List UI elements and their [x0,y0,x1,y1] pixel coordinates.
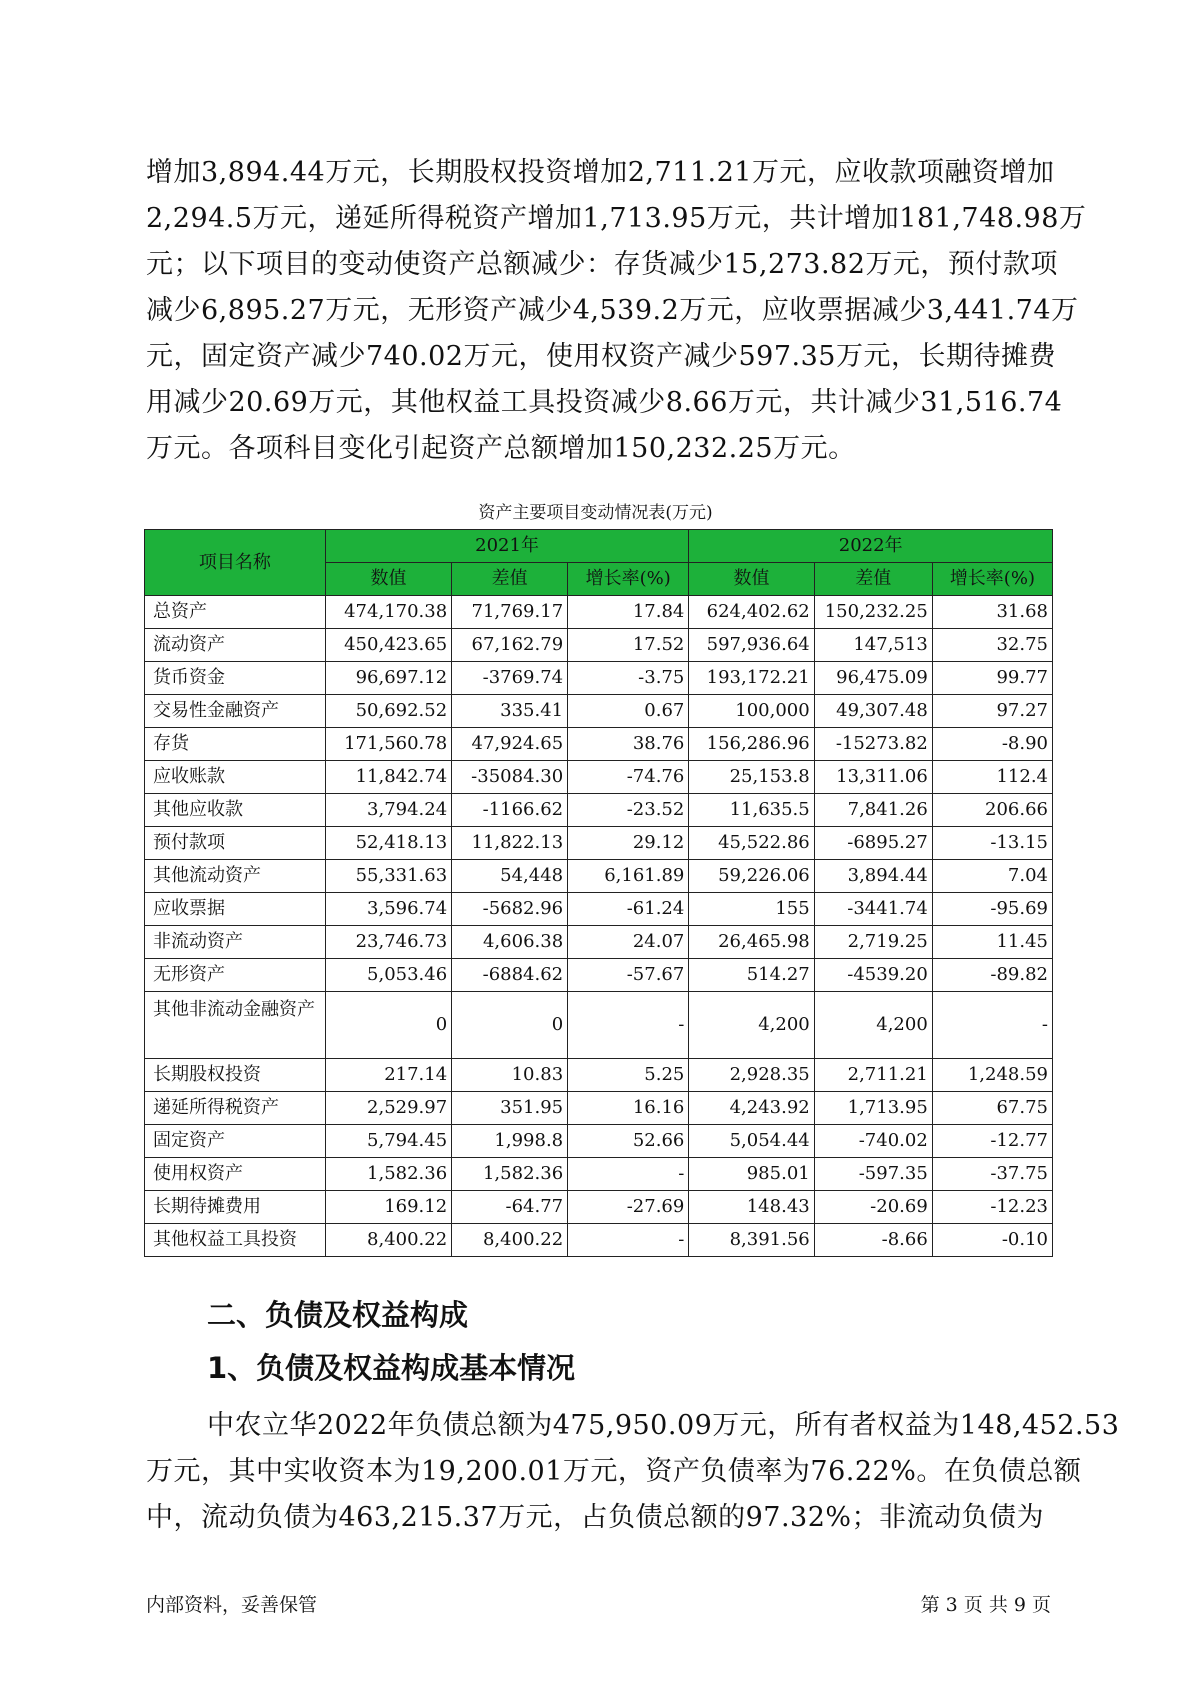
cell-value-2021: 11,842.74 [325,761,451,794]
cell-value-2022: 100,000 [689,695,814,728]
cell-diff-2022: 96,475.09 [814,662,932,695]
cell-value-2021: 3,794.24 [325,794,451,827]
cell-diff-2021: 1,998.8 [452,1125,568,1158]
cell-growth-2022: -8.90 [932,728,1052,761]
cell-growth-2022: 67.75 [932,1092,1052,1125]
cell-growth-2022: - [932,992,1052,1059]
cell-diff-2022: -597.35 [814,1158,932,1191]
table-row [145,761,1053,794]
cell-diff-2022: -8.66 [814,1224,932,1257]
cell-growth-2022: 7.04 [932,860,1052,893]
cell-value-2021: 3,596.74 [325,893,451,926]
table-row [145,926,1053,959]
cell-value-2021: 169.12 [325,1191,451,1224]
table-row [145,1158,1053,1191]
footer-confidential: 内部资料，妥善保管 [146,1594,318,1616]
cell-growth-2021: 17.52 [568,629,689,662]
cell-growth-2021: 0.67 [568,695,689,728]
cell-value-2022: 11,635.5 [689,794,814,827]
cell-diff-2022: 2,711.21 [814,1059,932,1092]
cell-growth-2022: 31.68 [932,596,1052,629]
row-item-name: 货币资金 [145,662,326,695]
cell-value-2022: 2,928.35 [689,1059,814,1092]
cell-value-2021: 52,418.13 [325,827,451,860]
cell-diff-2022: -15273.82 [814,728,932,761]
cell-growth-2022: 112.4 [932,761,1052,794]
table-row [145,629,1053,662]
cell-diff-2021: 11,822.13 [452,827,568,860]
table-row [145,1092,1053,1125]
cell-value-2021: 1,582.36 [325,1158,451,1191]
cell-value-2021: 474,170.38 [325,596,451,629]
cell-growth-2022: 97.27 [932,695,1052,728]
cell-value-2022: 59,226.06 [689,860,814,893]
table-body [145,596,1053,1257]
cell-growth-2022: -95.69 [932,893,1052,926]
cell-growth-2022: -12.77 [932,1125,1052,1158]
cell-value-2021: 0 [325,992,451,1059]
cell-value-2021: 55,331.63 [325,860,451,893]
liability-paragraph [146,1403,1120,1541]
cell-growth-2021: 17.84 [568,596,689,629]
cell-diff-2022: 4,200 [814,992,932,1059]
cell-growth-2022: -12.23 [932,1191,1052,1224]
cell-diff-2022: -740.02 [814,1125,932,1158]
cell-value-2021: 2,529.97 [325,1092,451,1125]
paragraph-line: 中，流动负债为463,215.37万元，占负债总额的97.32%；非流动负债为 [146,1502,1045,1533]
growth-rate-header: 增长率(%) [932,563,1052,596]
cell-diff-2022: -4539.20 [814,959,932,992]
table-row [145,959,1053,992]
cell-diff-2022: 2,719.25 [814,926,932,959]
cell-value-2022: 155 [689,893,814,926]
cell-value-2022: 25,153.8 [689,761,814,794]
cell-growth-2022: -0.10 [932,1224,1052,1257]
cell-diff-2021: 67,162.79 [452,629,568,662]
cell-diff-2022: 150,232.25 [814,596,932,629]
paragraph-line: 中农立华2022年负债总额为475,950.09万元，所有者权益为148,452.53 [207,1410,1120,1441]
cell-growth-2021: 52.66 [568,1125,689,1158]
cell-value-2021: 5,053.46 [325,959,451,992]
item-name-header: 项目名称 [145,530,326,596]
year-header-2021: 2021年 [325,530,689,563]
cell-value-2022: 624,402.62 [689,596,814,629]
row-item-name: 无形资产 [145,959,326,992]
table-caption: 资产主要项目变动情况表(万元) [478,503,713,523]
cell-value-2021: 450,423.65 [325,629,451,662]
row-item-name: 交易性金融资产 [145,695,326,728]
cell-diff-2021: -35084.30 [452,761,568,794]
row-item-name: 应收票据 [145,893,326,926]
cell-value-2022: 8,391.56 [689,1224,814,1257]
row-item-name: 其他非流动金融资产 [145,992,326,1059]
cell-value-2022: 156,286.96 [689,728,814,761]
row-item-name: 存货 [145,728,326,761]
cell-value-2021: 5,794.45 [325,1125,451,1158]
table-row [145,794,1053,827]
cell-growth-2021: - [568,1224,689,1257]
table-row [145,728,1053,761]
value-header: 数值 [689,563,814,596]
cell-growth-2021: -27.69 [568,1191,689,1224]
cell-diff-2021: 8,400.22 [452,1224,568,1257]
cell-growth-2022: 206.66 [932,794,1052,827]
cell-growth-2021: 5.25 [568,1059,689,1092]
cell-growth-2021: 16.16 [568,1092,689,1125]
cell-diff-2022: 13,311.06 [814,761,932,794]
cell-value-2022: 148.43 [689,1191,814,1224]
cell-diff-2022: 49,307.48 [814,695,932,728]
year-header-2022: 2022年 [689,530,1053,563]
cell-diff-2022: 7,841.26 [814,794,932,827]
paragraph-line: 用减少20.69万元，其他权益工具投资减少8.66万元，共计减少31,516.74 [146,387,1063,418]
table-row [145,1059,1053,1092]
cell-value-2021: 50,692.52 [325,695,451,728]
cell-growth-2022: 99.77 [932,662,1052,695]
cell-diff-2022: -3441.74 [814,893,932,926]
cell-diff-2021: -64.77 [452,1191,568,1224]
table-row [145,1224,1053,1257]
cell-diff-2021: -5682.96 [452,893,568,926]
diff-header: 差值 [452,563,568,596]
cell-diff-2021: -6884.62 [452,959,568,992]
table-row [145,992,1053,1059]
cell-value-2021: 171,560.78 [325,728,451,761]
row-item-name: 长期股权投资 [145,1059,326,1092]
cell-growth-2021: -57.67 [568,959,689,992]
footer-page-number: 第 3 页 共 9 页 [920,1594,1051,1616]
row-item-name: 其他权益工具投资 [145,1224,326,1257]
cell-diff-2021: 4,606.38 [452,926,568,959]
cell-value-2021: 217.14 [325,1059,451,1092]
cell-value-2021: 23,746.73 [325,926,451,959]
cell-value-2021: 96,697.12 [325,662,451,695]
table-header-row [145,530,1053,563]
cell-growth-2021: - [568,992,689,1059]
row-item-name: 总资产 [145,596,326,629]
paragraph-line: 增加3,894.44万元，长期股权投资增加2,711.21万元，应收款项融资增加 [146,157,1055,188]
paragraph-line: 2,294.5万元，递延所得税资产增加1,713.95万元，共计增加181,748.98万 [146,203,1087,234]
cell-growth-2022: 11.45 [932,926,1052,959]
row-item-name: 递延所得税资产 [145,1092,326,1125]
growth-rate-header: 增长率(%) [568,563,689,596]
cell-diff-2021: 0 [452,992,568,1059]
cell-diff-2021: 47,924.65 [452,728,568,761]
cell-diff-2022: 147,513 [814,629,932,662]
cell-diff-2022: -6895.27 [814,827,932,860]
cell-diff-2021: 1,582.36 [452,1158,568,1191]
cell-diff-2022: 3,894.44 [814,860,932,893]
cell-value-2022: 4,200 [689,992,814,1059]
row-item-name: 非流动资产 [145,926,326,959]
cell-value-2022: 26,465.98 [689,926,814,959]
paragraph-line: 万元，其中实收资本为19,200.01万元，资产负债率为76.22%。在负债总额 [146,1456,1082,1487]
cell-diff-2021: -3769.74 [452,662,568,695]
cell-growth-2021: 6,161.89 [568,860,689,893]
cell-diff-2021: 351.95 [452,1092,568,1125]
cell-growth-2021: -74.76 [568,761,689,794]
row-item-name: 预付款项 [145,827,326,860]
cell-growth-2022: -89.82 [932,959,1052,992]
table-row [145,596,1053,629]
cell-growth-2022: 1,248.59 [932,1059,1052,1092]
table-row [145,860,1053,893]
value-header: 数值 [325,563,451,596]
row-item-name: 其他应收款 [145,794,326,827]
row-item-name: 使用权资产 [145,1158,326,1191]
table-row [145,662,1053,695]
cell-growth-2021: 24.07 [568,926,689,959]
cell-value-2021: 8,400.22 [325,1224,451,1257]
paragraph-line: 万元。各项科目变化引起资产总额增加150,232.25万元。 [146,433,856,464]
cell-growth-2021: -23.52 [568,794,689,827]
cell-value-2022: 985.01 [689,1158,814,1191]
row-item-name: 长期待摊费用 [145,1191,326,1224]
cell-value-2022: 4,243.92 [689,1092,814,1125]
cell-growth-2021: 38.76 [568,728,689,761]
table-row [145,695,1053,728]
diff-header: 差值 [814,563,932,596]
cell-diff-2021: 71,769.17 [452,596,568,629]
row-item-name: 流动资产 [145,629,326,662]
cell-value-2022: 5,054.44 [689,1125,814,1158]
cell-growth-2022: 32.75 [932,629,1052,662]
cell-value-2022: 597,936.64 [689,629,814,662]
cell-diff-2022: -20.69 [814,1191,932,1224]
table-row [145,1191,1053,1224]
table-row [145,827,1053,860]
cell-diff-2021: 10.83 [452,1059,568,1092]
cell-diff-2022: 1,713.95 [814,1092,932,1125]
cell-growth-2021: -61.24 [568,893,689,926]
subsection-heading: 1、负债及权益构成基本情况 [207,1351,576,1385]
cell-value-2022: 514.27 [689,959,814,992]
paragraph-line: 减少6,895.27万元，无形资产减少4,539.2万元，应收票据减少3,441.74万 [146,295,1079,326]
row-item-name: 其他流动资产 [145,860,326,893]
cell-diff-2021: 54,448 [452,860,568,893]
cell-growth-2021: 29.12 [568,827,689,860]
section-heading: 二、负债及权益构成 [207,1298,469,1332]
cell-value-2022: 193,172.21 [689,662,814,695]
row-item-name: 固定资产 [145,1125,326,1158]
cell-value-2022: 45,522.86 [689,827,814,860]
table-row [145,893,1053,926]
cell-growth-2021: - [568,1158,689,1191]
cell-diff-2021: -1166.62 [452,794,568,827]
cell-growth-2021: -3.75 [568,662,689,695]
asset-change-table [144,529,1053,1257]
intro-paragraph [146,150,1087,472]
paragraph-line: 元，固定资产减少740.02万元，使用权资产减少597.35万元，长期待摊费 [146,341,1056,372]
table-row [145,1125,1053,1158]
paragraph-line: 元；以下项目的变动使资产总额减少：存货减少15,273.82万元，预付款项 [146,249,1058,280]
cell-growth-2022: -13.15 [932,827,1052,860]
row-item-name: 应收账款 [145,761,326,794]
cell-growth-2022: -37.75 [932,1158,1052,1191]
cell-diff-2021: 335.41 [452,695,568,728]
